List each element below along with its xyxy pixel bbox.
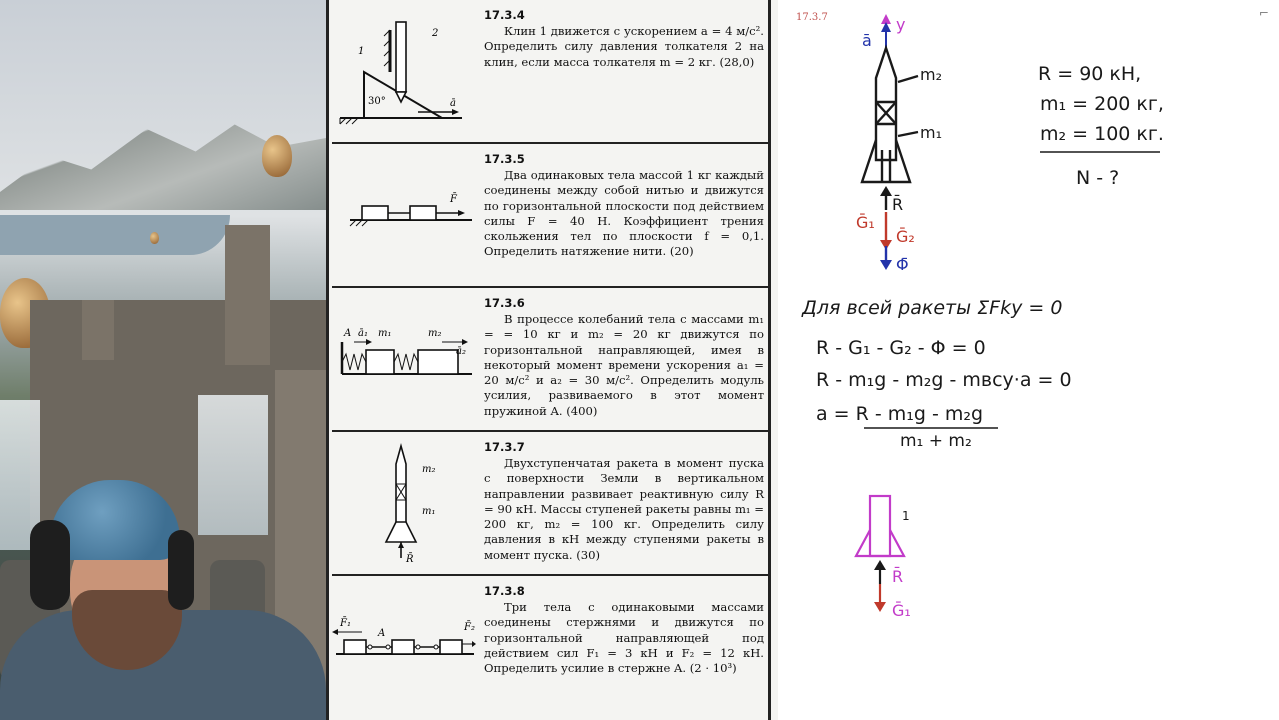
problem-text: Двухступенчатая ракета в момент пуска с поверхности Земли в вертикальном направлении развивает реактивную силу R = 90 кН. Массы ступеней ракеты равны m₁ = 200 кг, m₂ = 100 кг. Определить силу давления в кН между ступенями ракеты в момент пуска. (30) bbox=[484, 456, 764, 562]
headphones-left-cup bbox=[30, 520, 70, 610]
fig-label-1: 1 bbox=[358, 46, 365, 57]
fig-label-F1: F̄₁ bbox=[340, 618, 351, 629]
webcam-background-scene bbox=[0, 0, 326, 720]
rocket-drawing bbox=[862, 48, 918, 182]
waterfall-right bbox=[198, 395, 268, 535]
figure-rocket bbox=[332, 434, 476, 574]
given-m2: m₂ = 100 кг. bbox=[1040, 123, 1164, 145]
river bbox=[0, 215, 230, 255]
whiteboard[interactable] bbox=[778, 0, 1279, 720]
headphones-right-cup bbox=[168, 530, 194, 610]
board-drawing bbox=[778, 0, 1279, 720]
rocket-m2-label: m₂ bbox=[920, 65, 942, 84]
equation-1: R - G₁ - G₂ - Φ = 0 bbox=[816, 337, 986, 359]
problem-number: 17.3.6 bbox=[484, 296, 525, 310]
problem-17-3-7 bbox=[332, 434, 768, 576]
equation-3-numerator: a = R - m₁g - m₂g bbox=[816, 403, 984, 425]
equation-3-denominator: m₁ + m₂ bbox=[900, 431, 972, 451]
fig-label-m2: m₂ bbox=[428, 328, 442, 339]
given-m1: m₁ = 200 кг, bbox=[1040, 93, 1164, 115]
problem-number: 17.3.4 bbox=[484, 8, 525, 22]
problem-text: Клин 1 движется с ускорением a = 4 м/с². Определить силу давления толкателя 2 на клин, если масса толкателя m = 2 кг. (28,0) bbox=[484, 24, 764, 69]
equation-2: R - m₁g - m₂g - mвсу·a = 0 bbox=[816, 369, 1072, 391]
stage-G1-label: Ḡ₁ bbox=[892, 601, 911, 620]
fig-label-2: 2 bbox=[432, 28, 439, 39]
problem-number: 17.3.7 bbox=[484, 440, 525, 454]
fig-label-a1: ā₁ bbox=[358, 328, 368, 339]
stage-one-label: 1 bbox=[902, 509, 910, 523]
fig-label-a2: ā₂ bbox=[456, 346, 466, 357]
castle-tower-1 bbox=[225, 225, 270, 365]
rocket-G2-label: Ḡ₂ bbox=[896, 227, 915, 246]
hot-air-balloon-small bbox=[150, 232, 159, 244]
fig-label-F2: F̄₂ bbox=[464, 622, 475, 633]
problem-17-3-6 bbox=[332, 290, 768, 432]
given-R: R = 90 кН, bbox=[1038, 63, 1142, 85]
fig-label-R: R̄ bbox=[406, 554, 414, 565]
accel-label: ā bbox=[862, 31, 872, 50]
figure-three-bodies bbox=[332, 578, 476, 718]
expand-corner-icon[interactable]: ⌐ bbox=[1258, 6, 1269, 20]
castle-tower-2 bbox=[82, 300, 114, 360]
problem-number: 17.3.8 bbox=[484, 584, 525, 598]
rocket-G1-label: Ḡ₁ bbox=[856, 213, 875, 232]
problem-text: В процессе колебаний тела с массами m₁ = = 10 кг и m₂ = 20 кг движутся по горизонтальной направляющей, имея в некоторый момент времени ускорения a₁ = 20 м/с² и a₂ = 30 м/с². Определить модуль усилия, развиваемого в этот момент пружиной A. (400) bbox=[484, 312, 764, 418]
problem-17-3-4 bbox=[332, 2, 768, 144]
fig-label-A: A bbox=[344, 328, 352, 339]
fig-label-accel: ā bbox=[450, 98, 456, 109]
figure-two-bodies bbox=[332, 146, 476, 286]
problem-text: Три тела с одинаковыми массами соединены стержнями и движутся по горизонтальной направляющей под действием сил F₁ = 3 кН и F₂ = 12 кН. Определить усилие в стержне A. (2 · 10³) bbox=[484, 600, 764, 676]
stage-R-label: R̄ bbox=[892, 567, 904, 586]
fig-label-m1: m₁ bbox=[422, 506, 436, 517]
fig-label-m2: m₂ bbox=[422, 464, 436, 475]
problem-book-page bbox=[326, 0, 778, 720]
axis-y-label: y bbox=[896, 15, 906, 34]
figure-spring-masses bbox=[332, 290, 476, 430]
equation-header: Для всей ракеты ΣFky = 0 bbox=[802, 297, 1063, 319]
fig-label-m1: m₁ bbox=[378, 328, 392, 339]
problem-number: 17.3.5 bbox=[484, 152, 525, 166]
figure-wedge-pusher bbox=[332, 2, 476, 142]
rocket-m1-label: m₁ bbox=[920, 123, 942, 142]
rocket-R-label: R̄ bbox=[892, 195, 904, 214]
stage-one-drawing bbox=[856, 496, 904, 556]
rocket-Phi-label: Φ̄ bbox=[896, 255, 909, 274]
page-left-border bbox=[326, 0, 329, 720]
problem-text: Два одинаковых тела массой 1 кг каждый соединены между собой нитью и движутся по горизонтальной плоскости под действием силы F = 40 Н. Коэффициент трения скольжения тел по плоскости f = 0,1. Определить натяжение нити. (20) bbox=[484, 168, 764, 259]
page-right-border bbox=[768, 0, 771, 720]
problem-17-3-5 bbox=[332, 146, 768, 288]
fig-label-angle: 30° bbox=[368, 96, 386, 107]
problem-17-3-8 bbox=[332, 578, 768, 718]
board-problem-label: 17.3.7 bbox=[796, 12, 828, 23]
fig-label-A: A bbox=[378, 628, 386, 639]
fig-label-force: F̄ bbox=[450, 194, 457, 205]
find-N: N - ? bbox=[1076, 167, 1120, 189]
hot-air-balloon-large bbox=[262, 135, 292, 177]
